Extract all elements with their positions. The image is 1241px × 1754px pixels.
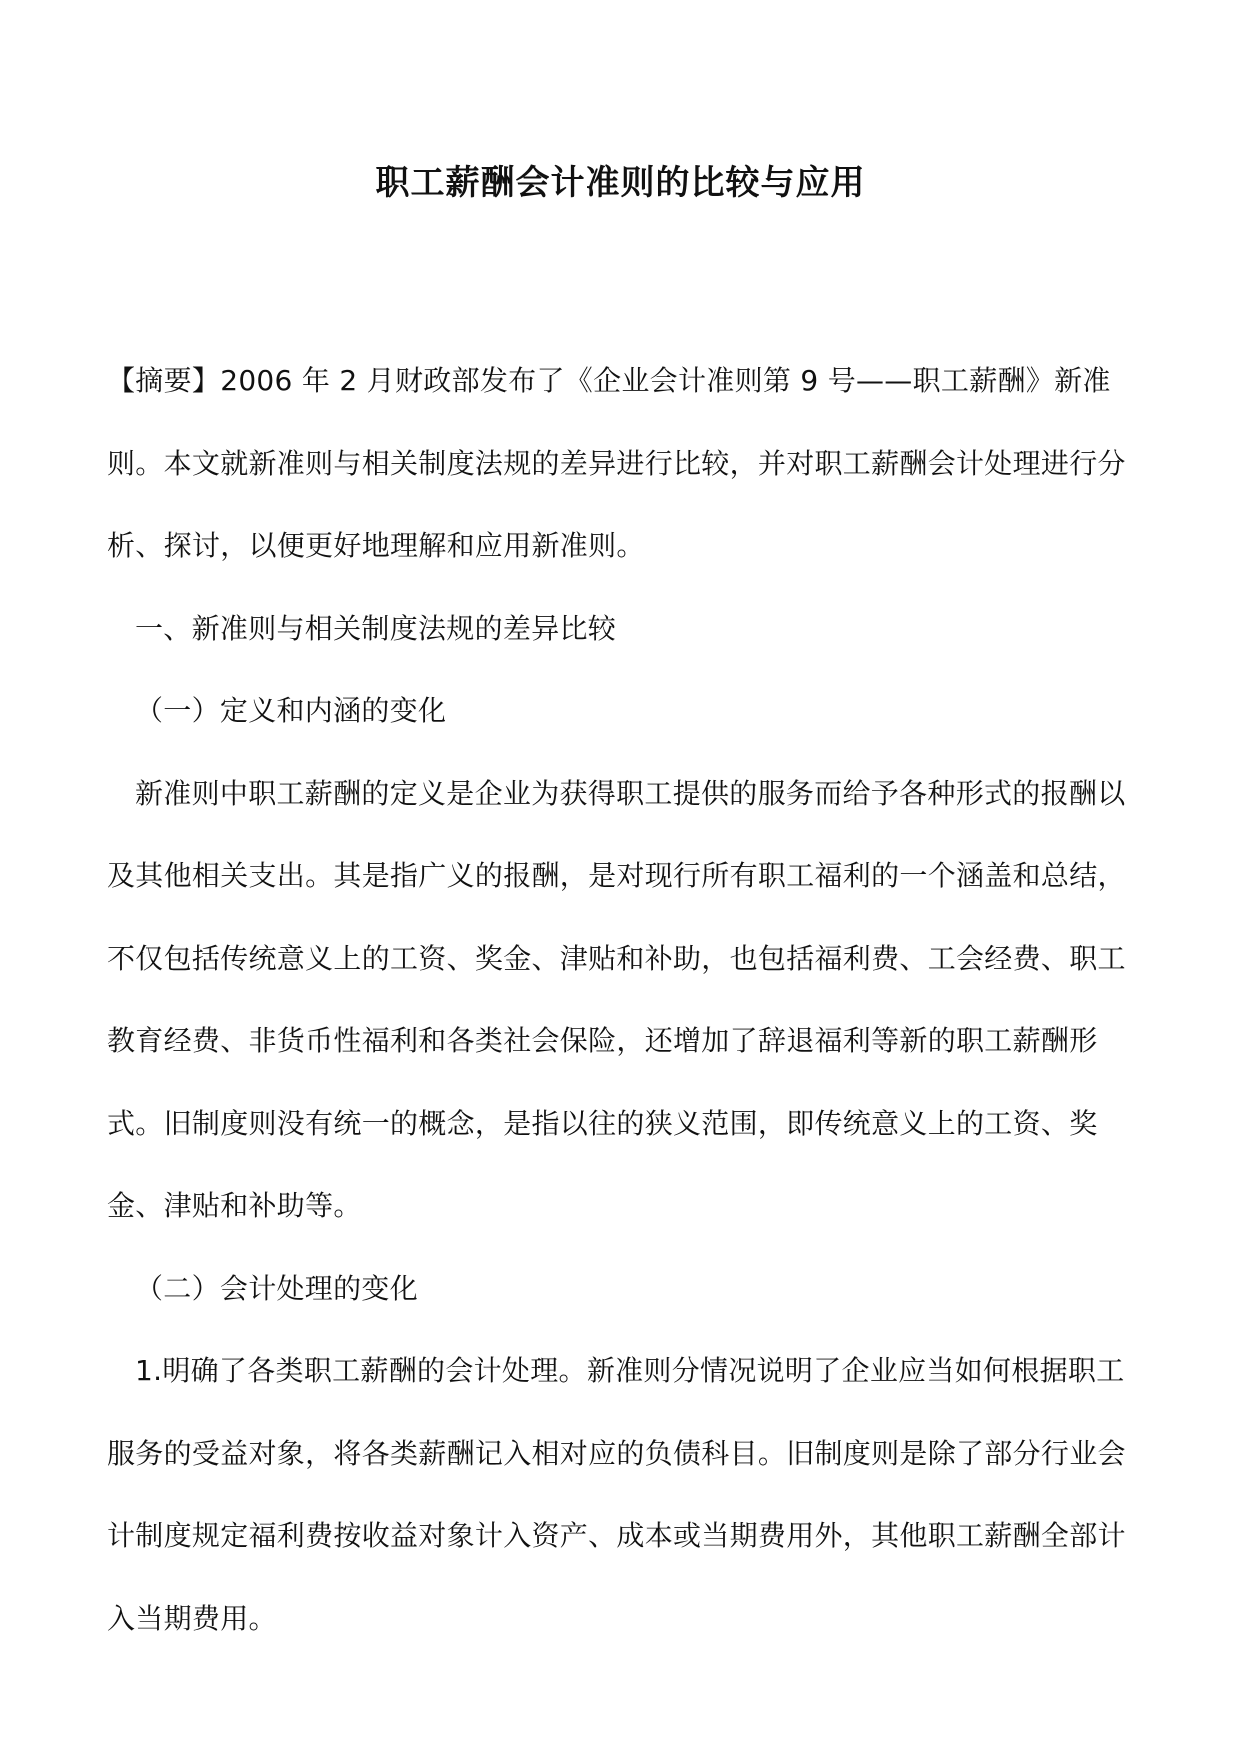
subsection-heading-2: （二）会计处理的变化 [135, 1271, 419, 1305]
accounting-paragraph: 1.明确了各类职工薪酬的会计处理。新准则分情况说明了企业应当如何根据职工服务的受益对象，将各类薪酬记入相对应的负债科目。旧制度则是除了部分行业会计制度规定福利费按收益对象计入资产、成本或当期费用外，其他职工薪酬全部计入当期费用。 [107, 1354, 1126, 1635]
abstract-paragraph: 【摘要】2006 年 2 月财政部发布了《企业会计准则第 9 号——职工薪酬》新准则。本文就新准则与相关制度法规的差异进行比较，并对职工薪酬会计处理进行分析、探讨，以便更好地理解和应用新准则。 [107, 364, 1126, 562]
subsection-heading-1: （一）定义和内涵的变化 [135, 694, 447, 727]
document-body [107, 340, 1137, 1660]
document-title: 职工薪酬会计准则的比较与应用 [375, 163, 866, 203]
definition-paragraph: 新准则中职工薪酬的定义是企业为获得职工提供的服务而给予各种形式的报酬以及其他相关支出。其是指广义的报酬，是对现行所有职工福利的一个涵盖和总结，不仅包括传统意义上的工资、奖金、津贴和补助，也包括福利费、工会经费、职工教育经费、非货币性福利和各类社会保险，还增加了辞退福利等新的职工薪酬形式。旧制度则没有统一的概念，是指以往的狭义范围，即传统意义上的工资、奖金、津贴和补助等。 [107, 776, 1126, 1222]
section-heading-1: 一、新准则与相关制度法规的差异比较 [135, 611, 617, 645]
